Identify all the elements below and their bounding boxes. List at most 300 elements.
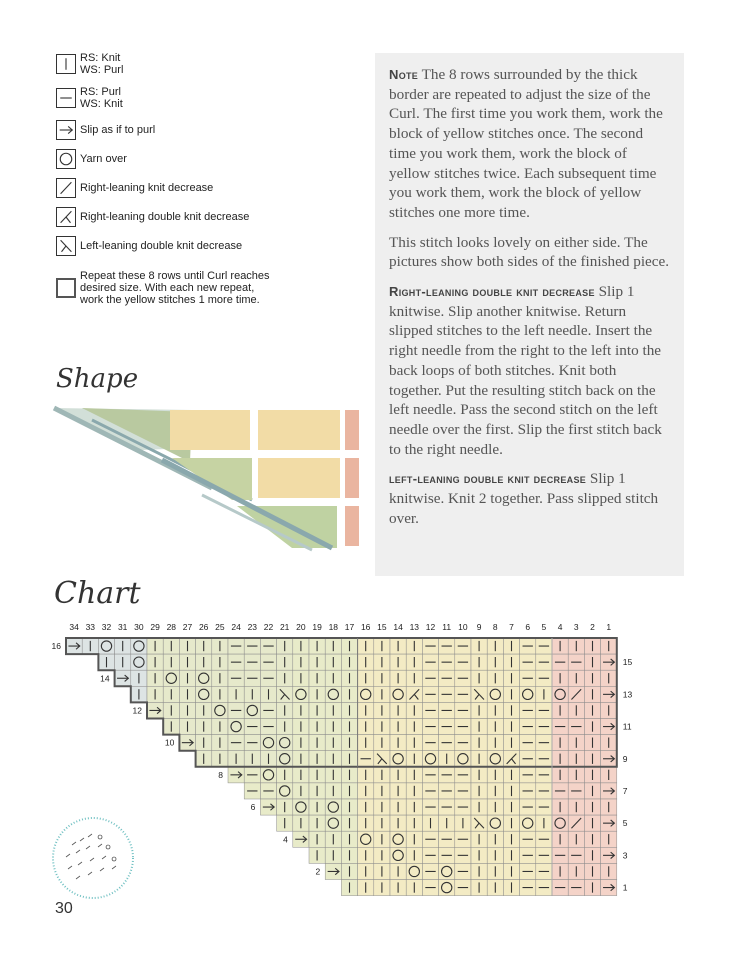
chart-cell	[503, 654, 519, 670]
chart-cell	[439, 719, 455, 735]
column-number: 11	[442, 622, 452, 632]
chart-cell	[471, 783, 487, 799]
chart-cell	[374, 815, 390, 831]
chart-cell	[536, 767, 552, 783]
chart-cell	[325, 783, 341, 799]
chart-cell	[325, 686, 341, 702]
chart-cell	[260, 799, 276, 815]
chart-cell	[568, 670, 584, 686]
chart-cell	[584, 880, 600, 896]
chart-cell	[406, 654, 422, 670]
chart-cell	[309, 735, 325, 751]
chart-cell	[277, 686, 293, 702]
chart-cell	[584, 719, 600, 735]
chart-cell	[439, 799, 455, 815]
chart-cell	[536, 799, 552, 815]
chart-cell	[147, 670, 163, 686]
chart-cell	[503, 831, 519, 847]
chart-cell	[536, 638, 552, 654]
chart-cell	[293, 670, 309, 686]
chart-cell	[277, 799, 293, 815]
chart-cell	[568, 686, 584, 702]
chart-cell	[244, 719, 260, 735]
chart-cell	[293, 735, 309, 751]
chart-cell	[568, 815, 584, 831]
chart-cell	[358, 638, 374, 654]
chart-cell	[325, 847, 341, 863]
legend-label: Slip as if to purl	[80, 124, 156, 136]
chart-cell	[325, 654, 341, 670]
chart-cell	[260, 783, 276, 799]
chart-cell	[358, 767, 374, 783]
chart-cell	[309, 799, 325, 815]
chart-cell	[309, 783, 325, 799]
chart-cell	[147, 638, 163, 654]
lddec-instructions: Slip 1 knitwise. Knit 2 together. Pass slipped stitch over.	[389, 470, 659, 527]
column-number: 29	[150, 622, 160, 632]
chart-cell	[520, 735, 536, 751]
chart-cell	[244, 751, 260, 767]
chart-cell	[568, 735, 584, 751]
chart-cell	[422, 880, 438, 896]
chart-cell	[374, 735, 390, 751]
chart-cell	[228, 670, 244, 686]
chart-cell	[536, 670, 552, 686]
chart-cell	[503, 783, 519, 799]
chart-cell	[601, 751, 617, 767]
chart-cell	[471, 702, 487, 718]
chart-cell	[552, 735, 568, 751]
chart-cell	[601, 831, 617, 847]
chart-cell	[406, 783, 422, 799]
chart-cell	[390, 702, 406, 718]
legend-label: RS: Purl WS: Knit	[80, 86, 123, 110]
chart-cell	[520, 831, 536, 847]
chart-cell	[584, 702, 600, 718]
chart-cell	[536, 751, 552, 767]
chart-cell	[179, 719, 195, 735]
row-number-right: 11	[622, 721, 632, 732]
row-number-left: 16	[51, 641, 61, 652]
column-number: 22	[263, 622, 274, 632]
chart-cell	[390, 847, 406, 863]
chart-cell	[422, 735, 438, 751]
chart-cell	[228, 767, 244, 783]
chart-cell	[520, 719, 536, 735]
chart-cell	[277, 751, 293, 767]
chart-cell	[293, 751, 309, 767]
column-number: 28	[166, 622, 177, 632]
chart-cell	[341, 719, 357, 735]
chart-cell	[601, 863, 617, 879]
chart-cell	[406, 880, 422, 896]
chart-cell	[455, 783, 471, 799]
chart-cell	[179, 702, 195, 718]
chart-cell	[293, 831, 309, 847]
chart-cell	[422, 670, 438, 686]
chart-cell	[196, 751, 212, 767]
chart-cell	[131, 654, 147, 670]
legend-label: RS: Knit WS: Purl	[80, 52, 124, 76]
column-number: 26	[198, 622, 209, 632]
row-number-left: 6	[250, 802, 256, 813]
chart-cell	[487, 751, 503, 767]
chart-cell	[536, 880, 552, 896]
row-number-right: 3	[622, 850, 628, 861]
chart-cell	[228, 654, 244, 670]
chart-cell	[341, 735, 357, 751]
chart-cell	[309, 638, 325, 654]
chart-cell	[212, 751, 228, 767]
chart-cell	[487, 831, 503, 847]
chart-cell	[584, 638, 600, 654]
chart-cell	[406, 799, 422, 815]
chart-cell	[325, 863, 341, 879]
chart-cell	[179, 735, 195, 751]
legend-label: Yarn over	[80, 153, 127, 165]
chart-cell	[309, 654, 325, 670]
chart-cell	[471, 654, 487, 670]
chart-cell	[260, 670, 276, 686]
chart-cell	[374, 670, 390, 686]
chart-cell	[552, 847, 568, 863]
chart-cell	[374, 831, 390, 847]
chart-cell	[584, 686, 600, 702]
rddec-heading: Right-leaning double knit decrease	[389, 284, 595, 300]
chart-cell	[406, 847, 422, 863]
chart-cell	[471, 831, 487, 847]
chart-cell	[390, 831, 406, 847]
chart-cell	[325, 831, 341, 847]
chart-cell	[601, 799, 617, 815]
chart-cell	[358, 783, 374, 799]
chart-cell	[82, 638, 98, 654]
chart-cell	[325, 815, 341, 831]
chart-cell	[277, 719, 293, 735]
chart-cell	[503, 863, 519, 879]
chart-cell	[439, 863, 455, 879]
chart-cell	[244, 638, 260, 654]
chart-cell	[568, 702, 584, 718]
chart-cell	[390, 815, 406, 831]
chart-cell	[552, 815, 568, 831]
column-number: 7	[509, 622, 514, 632]
chart-cell	[325, 719, 341, 735]
chart-cell	[260, 719, 276, 735]
chart-cell	[98, 638, 114, 654]
chart-cell	[244, 767, 260, 783]
chart-cell	[309, 767, 325, 783]
chart-cell	[471, 847, 487, 863]
chart-cell	[147, 654, 163, 670]
chart-cell	[601, 783, 617, 799]
chart-cell	[374, 751, 390, 767]
chart-cell	[277, 767, 293, 783]
chart-cell	[163, 638, 179, 654]
chart-cell	[277, 815, 293, 831]
chart-cell	[584, 735, 600, 751]
row-number-left: 10	[164, 737, 175, 748]
chart-cell	[374, 719, 390, 735]
chart-cell	[439, 654, 455, 670]
chart-cell	[260, 654, 276, 670]
chart-cell	[520, 767, 536, 783]
chart-cell	[374, 767, 390, 783]
chart-cell	[390, 638, 406, 654]
chart-cell	[552, 799, 568, 815]
chart-cell	[293, 638, 309, 654]
chart-cell	[601, 847, 617, 863]
column-number: 2	[590, 622, 595, 632]
chart-cell	[406, 719, 422, 735]
chart-cell	[358, 863, 374, 879]
chart-cell	[374, 686, 390, 702]
column-number: 14	[393, 622, 403, 632]
chart-cell	[374, 654, 390, 670]
column-number: 1	[606, 622, 612, 632]
chart-cell	[260, 686, 276, 702]
chart-cell	[503, 880, 519, 896]
chart-cell	[358, 815, 374, 831]
column-number: 5	[541, 622, 547, 632]
chart-cell	[455, 670, 471, 686]
chart-cell	[487, 799, 503, 815]
chart-cell	[455, 735, 471, 751]
chart-cell	[293, 767, 309, 783]
chart-cell	[536, 702, 552, 718]
chart-cell	[487, 767, 503, 783]
chart-cell	[455, 751, 471, 767]
chart-cell	[196, 670, 212, 686]
chart-cell	[147, 686, 163, 702]
chart-cell	[212, 735, 228, 751]
chart-cell	[309, 719, 325, 735]
chart-cell	[439, 880, 455, 896]
chart-cell	[471, 735, 487, 751]
shape-heading: Shape	[56, 364, 139, 394]
chart-cell	[503, 686, 519, 702]
chart-cell	[341, 847, 357, 863]
chart-cell	[325, 670, 341, 686]
chart-cell	[325, 751, 341, 767]
chart-cell	[568, 831, 584, 847]
chart-cell	[422, 702, 438, 718]
chart-cell	[584, 654, 600, 670]
chart-cell	[520, 847, 536, 863]
chart-cell	[341, 654, 357, 670]
chart-cell	[358, 831, 374, 847]
column-number: 31	[117, 622, 128, 632]
chart-cell	[503, 767, 519, 783]
chart-cell	[309, 702, 325, 718]
chart-cell	[584, 831, 600, 847]
chart-cell	[439, 735, 455, 751]
row-number-right: 7	[622, 785, 628, 796]
chart-cell	[325, 767, 341, 783]
column-number: 33	[85, 622, 96, 632]
chart-cell	[552, 783, 568, 799]
chart-cell	[601, 702, 617, 718]
chart-cell	[212, 654, 228, 670]
chart-cell	[390, 670, 406, 686]
chart-cell	[260, 638, 276, 654]
chart-cell	[455, 847, 471, 863]
chart-cell	[520, 751, 536, 767]
rddec-instructions: Slip 1 knitwise. Slip another knitwise. Return slipped stitches to the left needle. Insert the right needle from the right to the left into the back loops of both stitches. Knit both together. Put the resulting stitch back on the left needle. Pass the second stitch on the left needle over the first. Slip the first stitch back to the right needle.	[389, 283, 662, 458]
column-number: 30	[134, 622, 144, 632]
column-number: 20	[296, 622, 306, 632]
chart-cell	[244, 670, 260, 686]
chart-cell	[422, 654, 438, 670]
column-number: 25	[215, 622, 225, 632]
chart-cell	[487, 863, 503, 879]
chart-cell	[503, 670, 519, 686]
row-number-right: 1	[622, 882, 628, 893]
column-number: 4	[557, 622, 563, 632]
chart-cell	[568, 799, 584, 815]
chart-cell	[179, 638, 195, 654]
column-number: 32	[101, 622, 112, 632]
chart-cell	[228, 751, 244, 767]
chart-cell	[131, 670, 147, 686]
column-number: 27	[182, 622, 193, 632]
chart-cell	[325, 735, 341, 751]
chart-cell	[503, 799, 519, 815]
chart-cell	[503, 847, 519, 863]
chart-cell	[471, 719, 487, 735]
chart-cell	[455, 863, 471, 879]
chart-cell	[163, 702, 179, 718]
chart-cell	[552, 686, 568, 702]
chart-cell	[244, 686, 260, 702]
chart-cell	[568, 719, 584, 735]
chart-cell	[406, 751, 422, 767]
lddec-heading: left-leaning double knit decrease	[389, 471, 587, 487]
chart-cell	[341, 783, 357, 799]
chart-cell	[358, 847, 374, 863]
chart-cell	[390, 767, 406, 783]
chart-cell	[439, 702, 455, 718]
chart-cell	[66, 638, 82, 654]
chart-cell	[439, 847, 455, 863]
chart-cell	[406, 702, 422, 718]
column-number: 10	[458, 622, 468, 632]
chart-cell	[455, 638, 471, 654]
chart-cell	[277, 783, 293, 799]
chart-cell	[293, 799, 309, 815]
chart-cell	[244, 654, 260, 670]
chart-cell	[293, 702, 309, 718]
chart-cell	[487, 638, 503, 654]
row-number-right: 9	[622, 753, 628, 764]
chart-cell	[309, 847, 325, 863]
chart-cell	[536, 654, 552, 670]
chart-cell	[536, 831, 552, 847]
note-paragraph-1: The 8 rows surrounded by the thick border are repeated to adjust the size of the Curl. The first time you work them, work the block of yellow stitches once. The second time you work them, work the block of yellow stitches twice. Each subsequent time you work them, work the block of yellow stitches one more time.	[389, 66, 663, 221]
chart-cell	[503, 815, 519, 831]
chart-cell	[601, 670, 617, 686]
chart-cell	[390, 799, 406, 815]
chart-cell	[422, 847, 438, 863]
chart-cell	[536, 863, 552, 879]
chart-cell	[277, 670, 293, 686]
chart-cell	[358, 880, 374, 896]
chart-cell	[277, 654, 293, 670]
chart-cell	[520, 670, 536, 686]
chart-cell	[536, 847, 552, 863]
chart-cell	[422, 831, 438, 847]
chart-cell	[406, 767, 422, 783]
chart-cell	[520, 686, 536, 702]
chart-cell	[487, 670, 503, 686]
chart-cell	[244, 702, 260, 718]
chart-cell	[455, 767, 471, 783]
chart-cell	[520, 638, 536, 654]
chart-cell	[341, 702, 357, 718]
chart-cell	[374, 783, 390, 799]
column-number: 23	[247, 622, 258, 632]
chart-cell	[212, 702, 228, 718]
chart-cell	[439, 638, 455, 654]
chart-cell	[536, 735, 552, 751]
row-number-left: 12	[132, 705, 142, 716]
chart-cell	[552, 831, 568, 847]
chart-cell	[196, 719, 212, 735]
chart-cell	[115, 670, 131, 686]
chart-cell	[584, 863, 600, 879]
chart-cell	[552, 719, 568, 735]
chart-cell	[341, 767, 357, 783]
chart-cell	[309, 751, 325, 767]
chart-cell	[390, 686, 406, 702]
chart-cell	[358, 751, 374, 767]
chart-cell	[228, 638, 244, 654]
chart-cell	[520, 654, 536, 670]
chart-cell	[455, 702, 471, 718]
column-number: 24	[231, 622, 241, 632]
chart-cell	[520, 702, 536, 718]
chart-cell	[422, 638, 438, 654]
legend-label: Repeat these 8 rows until Curl reaches desired size. With each new repeat, work the yellow stitches 1 more time.	[80, 270, 270, 306]
chart-cell	[439, 767, 455, 783]
chart-cell	[601, 654, 617, 670]
chart-cell	[390, 751, 406, 767]
chart-cell	[374, 863, 390, 879]
chart-cell	[601, 686, 617, 702]
chart-cell	[422, 719, 438, 735]
chart-cell	[568, 767, 584, 783]
chart-cell	[487, 880, 503, 896]
column-number: 16	[360, 622, 371, 632]
chart-cell	[115, 654, 131, 670]
row-number-left: 14	[100, 673, 110, 684]
chart-cell	[390, 880, 406, 896]
curl-thumbnail-icon	[50, 815, 136, 901]
chart-cell	[471, 686, 487, 702]
row-number-right: 13	[622, 689, 633, 700]
chart-cell	[601, 735, 617, 751]
chart-cell	[601, 767, 617, 783]
chart-cell	[520, 783, 536, 799]
chart-cell	[568, 638, 584, 654]
chart-cell	[341, 638, 357, 654]
chart-cell	[196, 702, 212, 718]
chart-cell	[487, 735, 503, 751]
chart-cell	[341, 863, 357, 879]
chart-cell	[601, 638, 617, 654]
chart-cell	[196, 638, 212, 654]
chart-cell	[244, 735, 260, 751]
